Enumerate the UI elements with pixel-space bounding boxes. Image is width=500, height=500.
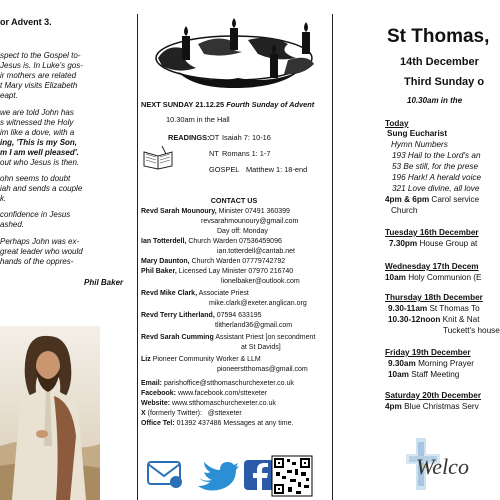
contact-role: Church Warden 07779742792 [191, 258, 286, 265]
saturday-event [385, 402, 479, 412]
reflection-line: iah and sends a couple [0, 184, 83, 193]
friday-event [388, 370, 459, 380]
welcome-banner-image [406, 424, 500, 500]
x-line [141, 409, 242, 418]
welcome-text: Welco [416, 454, 469, 479]
contact-dayoff: Day off: Monday [217, 228, 268, 235]
contact-name: Revd Sarah Cumming [141, 334, 214, 341]
next-sunday-label: NEXT SUNDAY [141, 100, 194, 109]
reading-code: GOSPEL [209, 165, 240, 174]
next-sunday-date: 21.12.25 [195, 100, 225, 109]
facebook-link[interactable]: www.facebook.com/sttexeter [177, 390, 268, 397]
contact-name: Revd Mike Clark, [141, 290, 198, 297]
event-time: 10am [388, 370, 409, 379]
contact-name: Revd Terry Litherland, [141, 312, 215, 319]
contact-email[interactable]: mike.clark@exeter.anglican.org [209, 300, 307, 307]
reflection-line: out who Jesus is then. [0, 158, 80, 167]
week-date: 14th December [400, 56, 479, 68]
right-column [343, 0, 500, 500]
author-signature: Phil Baker [84, 278, 124, 287]
event-text: Blue Christmas Serv [404, 402, 479, 411]
thursday-event [388, 315, 479, 325]
reading-code: OT [209, 133, 220, 142]
event-time: 7.30pm [389, 239, 418, 248]
friday-event [388, 359, 474, 369]
contact-email[interactable]: tlitherland36@gmail.com [215, 322, 293, 329]
bible-icon [142, 144, 174, 170]
reflection-line: im like a dove, with a [0, 128, 75, 137]
contact-sarah-cumming [141, 333, 315, 342]
reflection-title: or Advent 3. [0, 17, 52, 27]
reflection-line: m I am well pleased'. [0, 148, 79, 157]
event-time: 9.30am [388, 359, 416, 368]
next-sunday-occasion: Fourth Sunday of Advent [226, 100, 315, 109]
thursday-event [388, 304, 480, 314]
today-service: Sung Eucharist [387, 129, 448, 138]
contact-role: Licensed Lay Minister 07970 216740 [178, 268, 294, 275]
event-time: 10.30-12noon [388, 315, 441, 324]
reading-ref: Romans 1: 1-7 [222, 149, 271, 158]
hymn-item: 53 Be still, for the prese [392, 162, 479, 171]
reflection-line: ing, 'This is my Son, [0, 138, 78, 147]
contact-warden-ian [141, 237, 282, 246]
today-heading: Today [385, 119, 409, 128]
event-time: 10am [385, 273, 406, 282]
reflection-line: hands of the oppres- [0, 257, 74, 266]
carol-time: 4pm & 6pm [385, 195, 430, 204]
website-label: Website: [141, 400, 171, 407]
contact-terry [141, 311, 262, 320]
carol-service-line [385, 195, 479, 205]
office-tel-line [141, 419, 293, 428]
contact-vicar [141, 207, 290, 216]
thursday-heading: Thursday 18th December [385, 293, 483, 302]
week-sunday: Third Sunday o [404, 76, 485, 88]
contact-name: Revd Sarah Mounoury, [141, 208, 217, 215]
reflection-line: t Mary visits Elizabeth [0, 81, 78, 90]
facebook-icon[interactable] [244, 460, 274, 490]
contact-name: Mary Daunton, [141, 258, 190, 265]
week-service-time: 10.30am in the [407, 96, 463, 105]
contact-name: Phil Baker, [141, 268, 177, 275]
saturday-heading: Saturday 20th December [385, 391, 482, 400]
contact-role: Church Warden 07536459096 [188, 238, 282, 245]
office-tel-value: 01392 437486 Messages at any time. [176, 420, 294, 427]
contact-email[interactable]: lionelbaker@outlook.com [221, 278, 300, 285]
x-handle-link[interactable]: @sttexeter [207, 410, 242, 417]
reflection-line: ohn seems to doubt [0, 174, 71, 183]
contact-name: Ian Totterdell, [141, 238, 187, 245]
event-text: House Group at [419, 239, 478, 248]
contact-role: 07594 633195 [216, 312, 262, 319]
contact-email[interactable]: pioneerstthomas@gmail.com [217, 366, 308, 373]
contact-icons-row [138, 452, 331, 500]
hymn-item: 196 Hark! A herald voice [392, 173, 482, 182]
hymn-numbers-label: Hymn Numbers [391, 140, 448, 149]
church-name: St Thomas, [387, 26, 490, 47]
reading-ref: Matthew 1: 18-end [246, 165, 308, 174]
left-column [0, 0, 128, 500]
reflection-line: s witnessed the Holy [0, 118, 74, 127]
x-label: X [141, 410, 146, 417]
event-text-cont: Tuckett's house [443, 326, 500, 335]
qr-code-icon[interactable] [272, 456, 312, 496]
reflection-line: ir mothers are related [0, 71, 77, 80]
reflection-line: Jesus is. In Luke's gos- [0, 61, 83, 70]
reflection-line: we are told John has [0, 108, 74, 117]
reflection-line: spect to the Gospel to- [0, 51, 81, 60]
reflection-line: k. [0, 194, 7, 203]
facebook-label: Facebook: [141, 390, 177, 397]
next-service-time: 10.30am in the Hall [166, 115, 230, 124]
x-note: (formerly Twitter): [147, 410, 202, 417]
facebook-line [141, 389, 267, 398]
twitter-icon[interactable] [198, 462, 239, 491]
hymn-item: 193 Hail to the Lord's an [392, 151, 481, 160]
friday-heading: Friday 19th December [385, 348, 471, 357]
event-text: Holy Communion (E [408, 273, 482, 282]
contact-liz [141, 355, 261, 364]
reflection-line: confidence in Jesus [0, 210, 71, 219]
contact-priest-mike [141, 289, 249, 298]
contact-role: Minister 07491 360399 [218, 208, 290, 215]
carol-text: Carol service [431, 195, 480, 204]
event-time: 4pm [385, 402, 402, 411]
reading-ref: Isaiah 7: 10-16 [222, 133, 271, 142]
event-text: Morning Prayer [418, 359, 475, 368]
middle-column [137, 14, 333, 500]
wednesday-heading: Wednesday 17th Decem [385, 262, 479, 271]
wednesday-event [385, 273, 482, 283]
contact-llm-phil [141, 267, 293, 276]
reflection-line: ashed. [0, 220, 25, 229]
parish-email-line [141, 379, 294, 388]
hymn-item: 321 Love divine, all love [392, 184, 480, 193]
reflection-line: eapt. [0, 91, 18, 100]
next-sunday-line [141, 100, 314, 109]
advent-wreath-illustration [138, 14, 331, 94]
reflection-line: Perhaps John was ex- [0, 237, 80, 246]
contact-title: CONTACT US [210, 196, 258, 205]
tuesday-event [389, 239, 477, 249]
reading-code: NT [209, 149, 219, 158]
event-text: St Thomas To [429, 304, 480, 313]
tuesday-heading: Tuesday 16th December [385, 228, 479, 237]
contact-role: Pioneer Community Worker & LLM [152, 356, 261, 363]
reflection-line: great leader who would [0, 247, 83, 256]
readings-label: READINGS: [168, 133, 210, 142]
contact-role-cont: at St Davids] [241, 344, 281, 351]
event-text: Knit & Nat [442, 315, 480, 324]
email-icon[interactable] [148, 462, 182, 488]
carol-text-cont: Church [391, 206, 418, 215]
email-label: Email: [141, 380, 163, 387]
jesus-illustration [0, 326, 100, 500]
contact-name: Liz [141, 356, 151, 363]
event-time: 9.30-11am [388, 304, 428, 313]
contact-role: Associate Priest [198, 290, 249, 297]
website-link[interactable]: www.stthomaschurchexeter.co.uk [172, 400, 276, 407]
contact-role: Assistant Priest [on secondment [215, 334, 316, 341]
office-label: Office Tel: [141, 420, 175, 427]
contact-warden-mary [141, 257, 285, 266]
website-line [141, 399, 276, 408]
contact-email[interactable]: ian.totterdell@cantab.net [217, 248, 295, 255]
contact-email[interactable]: revsarahmounoury@gmail.com [201, 218, 299, 225]
event-text: Staff Meeting [411, 370, 460, 379]
parish-email-link[interactable]: parishoffice@stthomaschurchexeter.co.uk [163, 380, 294, 387]
